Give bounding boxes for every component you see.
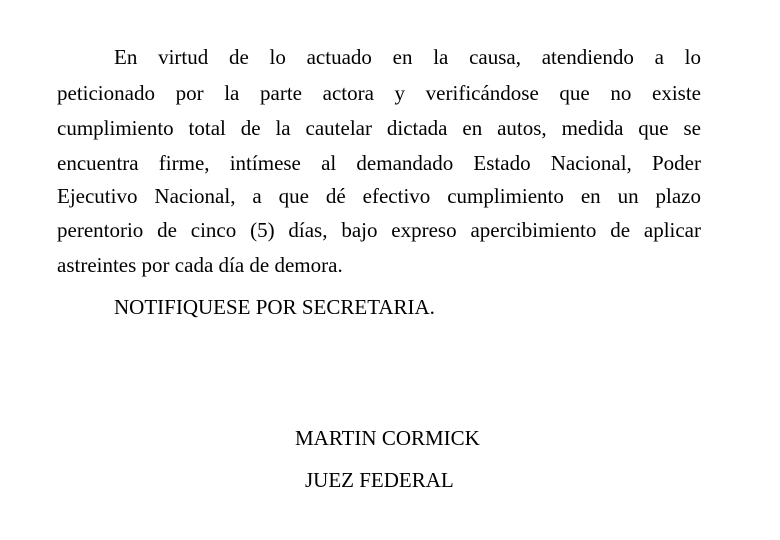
paragraph-line: cumplimiento total de la cautelar dictada en autos, medida que se xyxy=(57,116,701,140)
paragraph-line: Ejecutivo Nacional, a que dé efectivo cumplimiento en un plazo xyxy=(57,184,701,208)
notification-line: NOTIFIQUESE POR SECRETARIA. xyxy=(114,295,435,319)
signature-title: JUEZ FEDERAL xyxy=(305,468,454,492)
paragraph-line: astreintes por cada día de demora. xyxy=(57,253,343,277)
paragraph-line: encuentra firme, intímese al demandado Estado Nacional, Poder xyxy=(57,151,701,175)
paragraph-line: perentorio de cinco (5) días, bajo expreso apercibimiento de aplicar xyxy=(57,218,701,242)
paragraph-line: En virtud de lo actuado en la causa, atendiendo a lo xyxy=(114,45,701,69)
signature-name: MARTIN CORMICK xyxy=(295,426,480,450)
paragraph-line: peticionado por la parte actora y verificándose que no existe xyxy=(57,81,701,105)
